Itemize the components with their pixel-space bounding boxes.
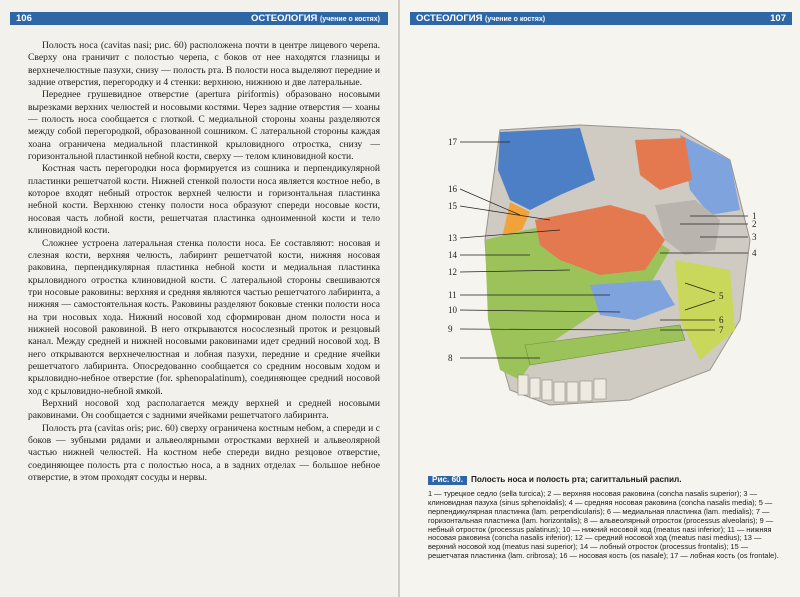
paragraph: Верхний носовой ход располагается между верхней и средней носовыми раковинами. Он сообщается с задними ячейками решетчатого лабиринта. [28,397,380,422]
figure-label-12: 12 [448,267,457,277]
anatomy-figure-svg [430,120,770,420]
left-running-header [10,12,388,25]
paragraph: Полость рта (cavitas oris; рис. 60) сверху ограничена костным небом, а спереди и с боков — зубными рядами и альвеолярными отростками верхней и альвеолярной частью нижней челюстей. На костном небе спереди видно резцовое отверстие, соединяющее полость рта с полостью носа, а в задних отделах — большое небное отверстие, в этом проходят сосуды и нервы. [28,422,380,484]
right-running-title-main: ОСТЕОЛОГИЯ [416,13,483,24]
skull-sagittal-illustration [430,120,770,420]
figure-label-16: 16 [448,184,457,194]
right-running-header [410,12,792,25]
paragraph: Полость носа (cavitas nasi; рис. 60) расположена почти в центре лицевого черепа. Сверху она граничит с полостью черепа, с боков от нее находятся глазницы и верхнечелюстные пазухи, снизу — полость рта. В полости носа выделяют передние и задние отверстия, перегородку и 4 стенки: верхнюю, нижнюю и две латеральные. [28,40,380,89]
figure-label-4: 4 [752,248,757,258]
paragraph: Сложнее устроена латеральная стенка полости носа. Ее составляют: носовая и слезная кости, верхняя челюсть, лабиринт решетчатой кости, нижняя носовая раковина, перпендикулярная пластинка небной кости и медиальная пластинка крыловидного отростка клиновидной кости. С латеральной стороны свешиваются три носовые раковины: верхняя и средняя являются частью решетчатого лабиринта, а нижняя — самостоятельная кость. Раковины разделяют боковые стенки полости носа на три носовых хода. Нижний носовой ход сформирован дном полости носа и нижней носовой раковиной. В него открываются носослезный проток и резцовый канал. Между средней и нижней носовыми раковинами идет средний носовой ход. В него открываются верхнечелюстная и лобная пазухи, передние и средние ячейки решетчатого лабиринта. Опосредованно сообщается со средним носовым ходом и крыловидно-небное отверстие (for. sphenopalatinum), соединяющее средний носовой ход с крыловидно-небной ямкой. [28,237,380,397]
right-running-title-sub: (учение о костях) [485,16,546,23]
left-running-title [251,12,380,26]
figure-label-1: 1 [752,211,757,221]
figure-labels-left [448,137,458,363]
paragraph: Костная часть перегородки носа формируется из сошника и перпендикулярной пластинки решетчатой кости. Нижней стенкой полости носа является костное небо, в которое входят небный отросток верхней челюсти и горизонтальная пластинка небной кости. Верхнюю стенку полости носа образуют спереди носовые кости, носовая часть лобной кости, решетчатая пластинка одноименной кости и тело клиновидной кости. [28,163,380,237]
figure-label-14: 14 [448,250,457,260]
figure-caption [428,476,788,561]
caption-title-line [428,476,788,485]
figure-label-17: 17 [448,137,457,147]
figure-label-6: 6 [719,315,724,325]
left-page-number: 106 [16,13,32,24]
caption-body: 1 — турецкое седло (sella turcica); 2 — верхняя носовая раковина (concha nasalis superior); 3 — клиновидная пазуха (sinus sphenoidalis); 4 — средняя носовая раковина (concha nasalis media); 5 — перпендикулярная пластинка (lam. perpendicularis); 6 — медиальная пластинка (lam. medialis); 7 — горизонтальная пластинка (lam. horizontalis); 8 — альвеолярный отросток (processus alveolaris); 9 — небный отросток (processus palatinus); 10 — нижний носовой ход (meatus nasi inferior); 11 — нижняя носовая раковина (concha nasalis inferior); 12 — средний носовой ход (meatus nasi medius); 13 — верхний носовой ход (meatus nasi superior); 14 — лобный отросток (processus frontalis); 15 — решетчатая пластинка (lam. cribrosa); 16 — носовая кость (os nasale); 17 — лобная кость (os frontale). [428,488,779,561]
caption-figure-tag: Рис. 60. [428,476,467,485]
paragraph: Переднее грушевидное отверстие (apertura piriformis) образовано носовыми вырезками верхних челюстей и носовыми костями. Через задние отверстия — хоаны — полость носа сообщается с глоткой. С медиальной стороны хоаны разделяются между собой перегородкой, образованной сошником. С латеральной стороны каждая хоана ограничена медиальной пластинкой крыловидного отростка, снизу — горизонтальной пластинкой небной кости, сверху — телом клиновидной кости. [28,89,380,163]
figure-label-10: 10 [448,305,457,315]
figure-label-8: 8 [448,353,453,363]
left-running-title-main: ОСТЕОЛОГИЯ [250,13,318,24]
figure-label-9: 9 [448,324,453,334]
right-page [400,0,800,597]
left-page [0,0,398,597]
figure-label-2: 2 [752,219,757,229]
left-body-text [28,40,380,484]
figure-label-11: 11 [448,290,457,300]
right-running-title [416,12,545,26]
left-running-title-sub: (учение о костях) [320,16,380,23]
figure-label-5: 5 [719,291,724,301]
figure-label-7: 7 [719,325,724,335]
figure-label-3: 3 [752,232,757,242]
figure-label-15: 15 [448,201,457,211]
figure-label-13: 13 [448,233,457,243]
caption-title: Полость носа и полость рта; сагиттальный распил. [470,475,682,484]
right-page-number: 107 [770,13,786,24]
